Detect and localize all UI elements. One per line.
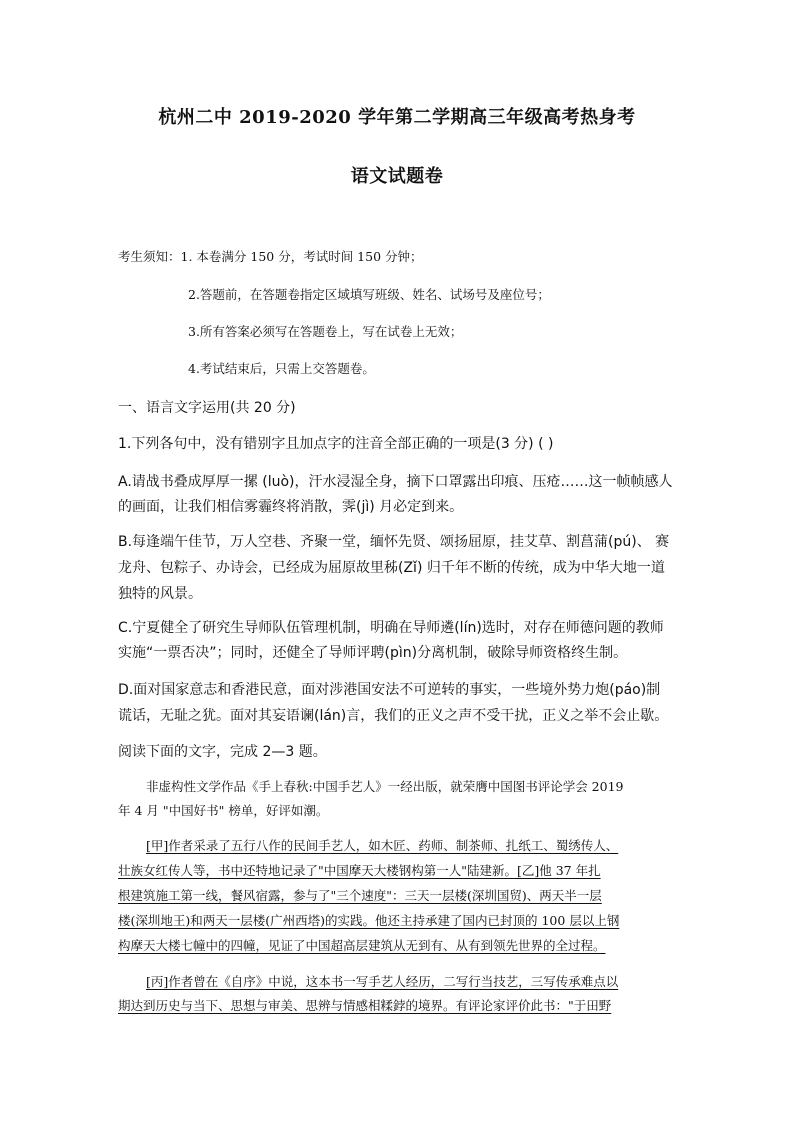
- passage-p1-line-2: 年 4 月 "中国好书" 榜单，好评如潮。: [118, 803, 329, 818]
- section-heading: 一、语言文字运用(共 20 分): [118, 400, 296, 416]
- passage-p2-line-2: 壮族女红传人等，书中还特地记录了"中国摩天大楼钢构第一人"陆建新。[乙]他 37 年扎: [118, 863, 601, 878]
- passage-p1-line-1: 非虚构性文学作品《手上春秋:中国手艺人》一经出版，就荣膺中国图书评论学会 2019: [146, 779, 624, 794]
- option-a-line-2: 的画面，让我们相信雾霾终将消散，霁(jì) 月必定到来。: [118, 499, 464, 515]
- notice-line-1: 考生须知：1. 本卷满分 150 分，考试时间 150 分钟；: [118, 249, 423, 264]
- question-1: 1.下列各句中，没有错别字且加点字的注音全部正确的一项是(3 分) ( ): [118, 436, 554, 452]
- option-b-line-2: 龙舟、包粽子、办诗会，已经成为屈原故里秭(Zǐ) 归千年不断的传统，成为中华大地一道: [118, 560, 665, 576]
- notice-line-3: 3.所有答案必须写在答题卷上，写在试卷上无效；: [188, 324, 463, 339]
- passage-p3-line-2: 期达到历史与当下、思想与审美、思辨与情感相糅鋍的境界。有评论家评价此书："于田野: [118, 998, 612, 1013]
- option-b-line-1: B.每逢端午佳节，万人空巷、齐聚一堂，缅怀先贤、颂扬屈原，挂艾草、割菖蒲(pú)、 赛: [118, 534, 670, 550]
- option-d-line-2: 谎话，无耻之犹。面对其妄语谰(lán)言，我们的正义之声不受干扰，正义之举不会止歇。: [118, 708, 669, 724]
- reading-instruction: 阅读下面的文字，完成 2—3 题。: [118, 744, 327, 760]
- option-b-line-3: 独特的风景。: [118, 586, 202, 602]
- passage-p2-line-5: 构摩天大楼七幢中的四幢，见证了中国超高层建筑从无到有、从有到领先世界的全过程。: [118, 938, 606, 953]
- passage-p2-line-4: 楼(深圳地王)和两天一层楼(广州西塔)的实践。他还主持承建了国内已封顶的 100 层以上钢: [118, 913, 620, 928]
- option-d-line-1: D.面对国家意志和香港民意，面对涉港国安法不可逆转的事实，一些境外势力炮(páo)制: [118, 682, 661, 698]
- page-title: 杭州二中 2019-2020 学年第二学期高三年级高考热身考: [158, 107, 636, 128]
- notice-line-2: 2.答题前，在答题卷指定区域填写班级、姓名、试场号及座位号；: [188, 287, 550, 302]
- page-subtitle: 语文试题卷: [350, 166, 444, 187]
- notice-line-4: 4.考试结束后，只需上交答题卷。: [188, 361, 375, 376]
- passage-p2-line-3: 根建筑施工第一线，餐风宿露，参与了"三个速度"：三天一层楼(深圳国贸)、两天半一层: [118, 888, 602, 903]
- passage-p3-line-1: [丙]作者曾在《自序》中说，这本书一写手艺人经历，二写行当技艺，三写传承难点以: [146, 974, 619, 989]
- option-c-line-2: 实施“一票否决”；同时，还健全了导师评聘(pìn)分离机制，破除导师资格终生制。: [118, 645, 628, 661]
- option-c-line-1: C.宁夏健全了研究生导师队伍管理机制，明确在导师遴(lín)选时，对存在师德问题的教师: [118, 620, 664, 636]
- passage-p2-line-1: [甲]作者采录了五行八作的民间手艺人，如木匠、药师、制茶师、扎纸工、蜀绣传人、: [146, 838, 619, 853]
- option-a-line-1: A.请战书叠成厚厚一摞 (luò)，汗水浸湿全身，摘下口罩露出印痕、压疮……这一帧帧感人: [118, 474, 673, 490]
